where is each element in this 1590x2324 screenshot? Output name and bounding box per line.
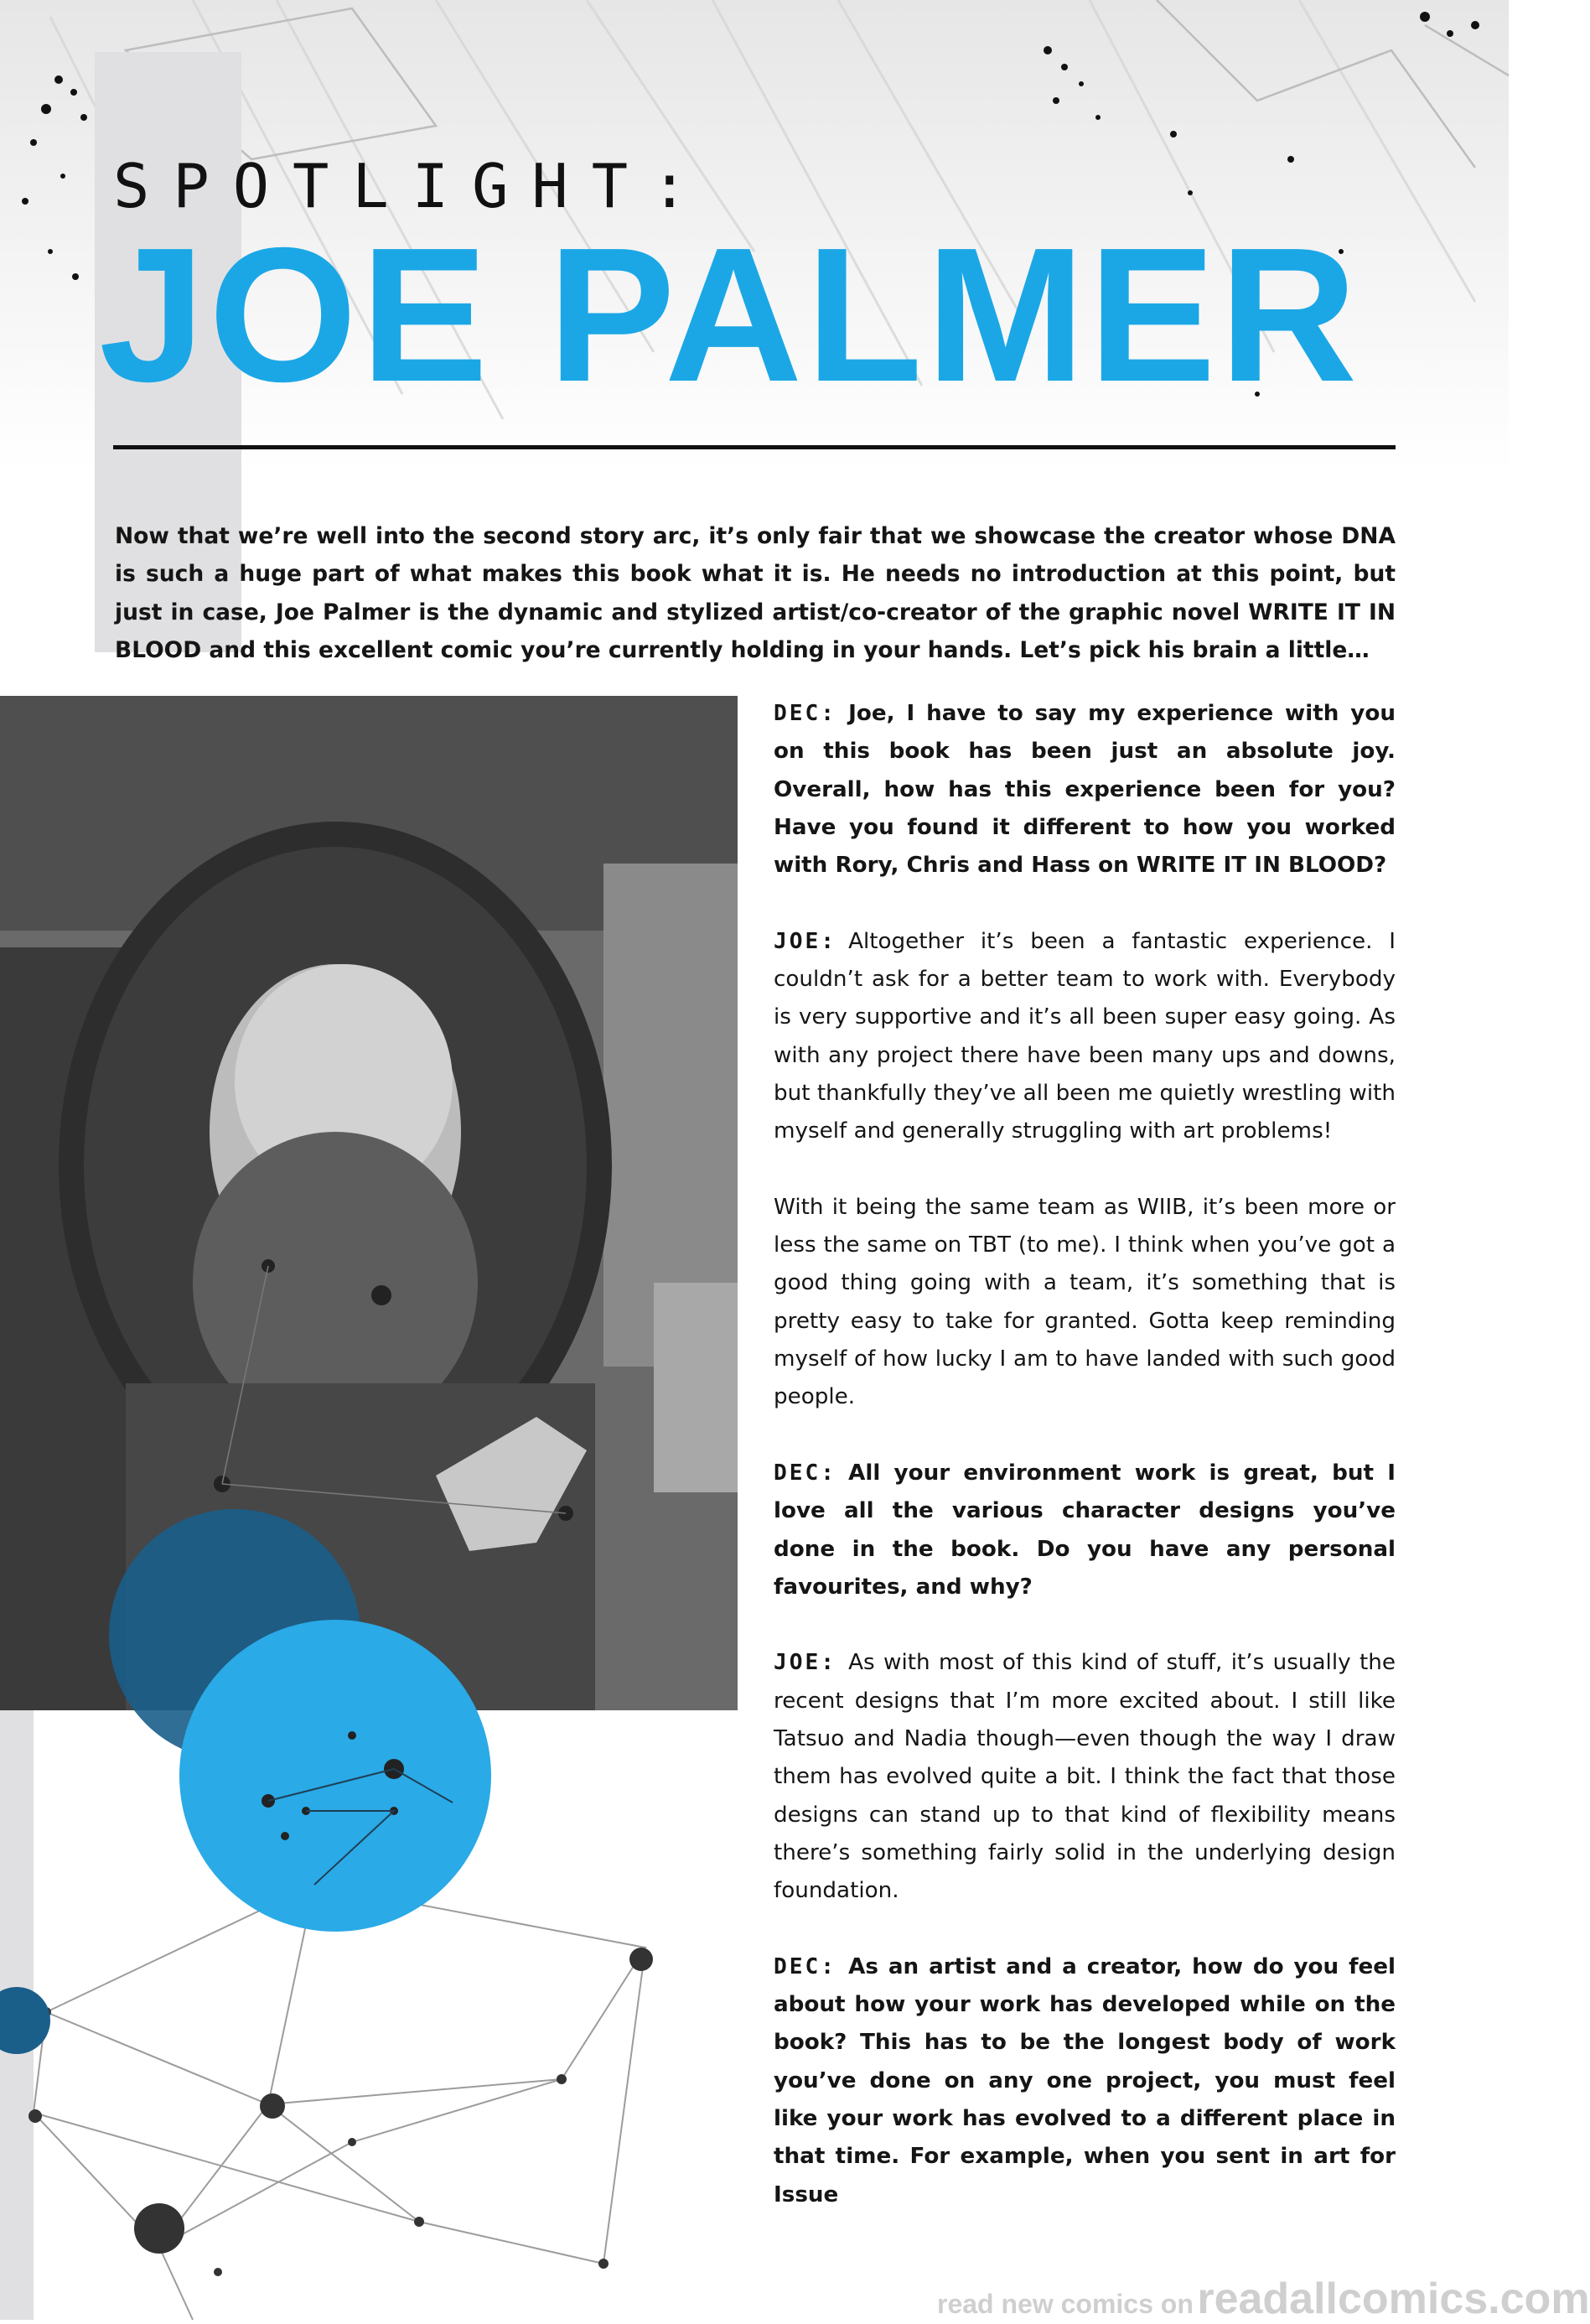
speaker-label: DEC: [774,701,837,726]
question-1 [774,695,1396,884]
node-dots [28,1873,653,2276]
watermark-prefix: read new comics on [937,2289,1194,2319]
answer-text: With it being the same team as WIIB, it’s been more or less the same on TBT (to me). I think when you’ve got a good thing going with a team, it’s something that is pretty easy to take for granted. Gotta keep reminding myself of how lucky I am to have landed with such good people. [774,1194,1396,1410]
intro-paragraph: Now that we’re well into the second story arc, it’s only fair that we showcase the creator whose DNA is such a huge part of what makes this book what it is. He needs no introduction at this point, but just in case, Joe Palmer is the dynamic and stylized artist/co-creator of the graphic novel WRITE IT IN BLOOD and this excellent comic you’re currently holding in your hands. Let’s pick his brain a little… [115,522,1396,663]
speaker-label: DEC: [774,1953,837,1979]
speaker-label: JOE: [774,928,837,954]
watermark-site: readallcomics.com [1197,2275,1590,2323]
answer-1-continued [774,1189,1396,1417]
answer-text: As with most of this kind of stuff, it’s usually the recent designs that I’m more excited about. I still like Tatsuo and Nadia though—even though the way I draw them has evolved quite a bit. I think the fact that those designs can stand up to that kind of flexibility means there’s something fairly solid in the underlying design foundation. [774,1650,1396,1904]
page-title: JOE PALMER [99,209,1361,422]
constellation-bottom [0,1885,645,2320]
speaker-label: JOE: [774,1650,837,1676]
question-text: All your environment work is great, but I love all the various character designs you’ve done in the book. Do you have any personal favourites, and why? [774,1460,1396,1600]
site-watermark [937,2274,1590,2324]
answer-2 [774,1644,1396,1910]
question-3 [774,1948,1396,2214]
question-2 [774,1455,1396,1606]
title-rule [113,445,1396,449]
spotlight-kicker: SPOTLIGHT: [113,151,712,221]
speaker-label: DEC: [774,1460,837,1486]
portrait-photo [0,696,738,1710]
interview-column [774,695,1396,2214]
question-text: As an artist and a creator, how do you feel about how your work has developed while on the book? This has to be the longest body of work you’ve done on any one project, you must feel like your work has evolved to a different place in that time. For example, when you sent in art for Issue [774,1953,1396,2207]
answer-text: Altogether it’s been a fantastic experience. I couldn’t ask for a better team to work with. Everybody is very supportive and it’s all been super easy going. As with any project there have been many ups and downs, but thankfully they’ve all been me quietly wrestling with myself and generally struggling with art problems! [774,928,1396,1144]
question-text: Joe, I have to say my experience with you on this book has been just an absolute joy. Overall, how has this experience been for you? Have you found it different to how you worked with Rory, Chris and Hass on WRITE IT IN BLOOD? [774,701,1396,879]
answer-1 [774,923,1396,1151]
